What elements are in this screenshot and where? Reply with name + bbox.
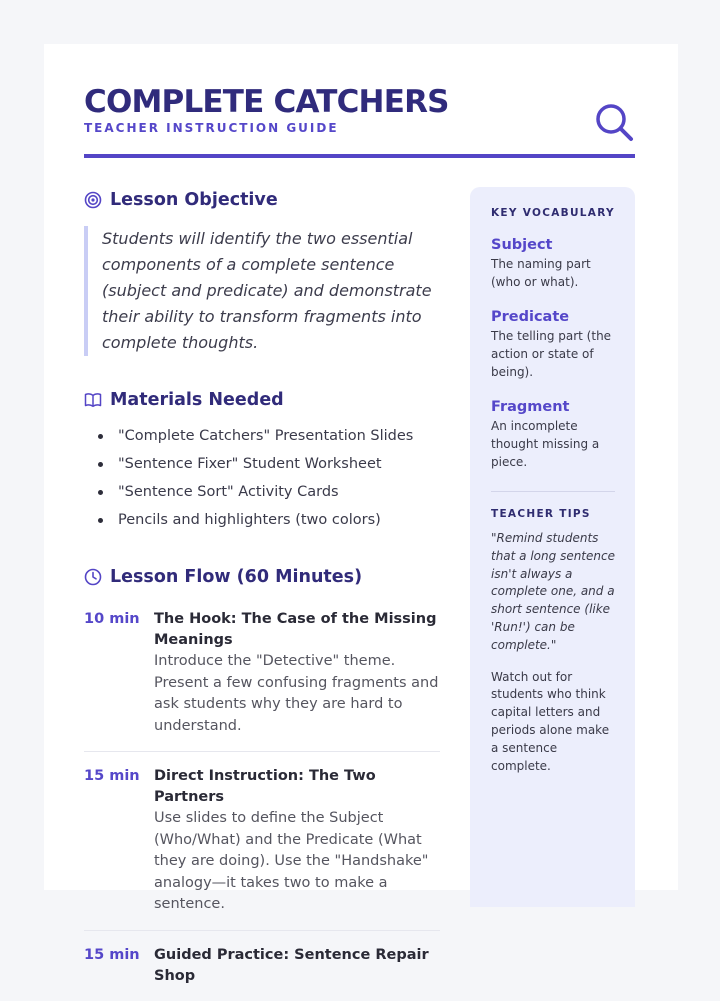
list-item: Pencils and highlighters (two colors) xyxy=(84,510,440,538)
materials-heading xyxy=(84,388,440,412)
sidebar-divider xyxy=(491,491,615,492)
step-duration: 15 min xyxy=(84,768,140,784)
step-description: Use slides to define the Subject (Who/What) and the Predicate (What they are doing). Use the "Handshake" analogy—it takes two to make a sentence. xyxy=(154,810,429,912)
flow-step xyxy=(84,599,440,752)
page-header xyxy=(84,84,636,135)
lesson-flow xyxy=(84,599,440,1001)
lesson-page xyxy=(44,44,678,984)
tip-quote: "Remind students that a long sentence isn't always a complete one, and a short sentence (like 'Run!') can be complete." xyxy=(491,531,615,652)
tip-text: Watch out for students who think capital letters and periods alone make a sentence complete. xyxy=(491,669,610,773)
list-item: "Complete Catchers" Presentation Slides xyxy=(84,426,440,454)
vocab-definition: The naming part (who or what). xyxy=(491,257,591,289)
step-duration: 15 min xyxy=(84,946,140,963)
step-title: Guided Practice: Sentence Repair Shop xyxy=(154,946,429,984)
sidebar-panel xyxy=(470,187,635,907)
flow-heading xyxy=(84,565,440,589)
vocab-definition: The telling part (the action or state of being). xyxy=(491,329,612,379)
step-title: Direct Instruction: The Two Partners xyxy=(154,768,376,805)
tips-label: TEACHER TIPS xyxy=(491,508,591,520)
page-title: COMPLETE CATCHERS xyxy=(84,84,449,120)
objective-text: Students will identify the two essential components of a complete sentence (subject and predicate) and demonstrate their ability to transform fragments into complete thoughts. xyxy=(84,226,440,356)
objective-heading xyxy=(84,188,440,212)
vocab-term: Fragment xyxy=(491,399,570,415)
list-item: "Sentence Fixer" Student Worksheet xyxy=(84,454,440,482)
flow-title: Lesson Flow (60 Minutes) xyxy=(110,567,363,587)
target-icon xyxy=(84,191,102,209)
vocab-term: Subject xyxy=(491,237,553,253)
search-icon xyxy=(594,102,636,144)
flow-step xyxy=(84,931,440,1001)
book-open-icon xyxy=(84,391,102,409)
vocabulary-label: KEY VOCABULARY xyxy=(491,207,615,219)
materials-title: Materials Needed xyxy=(110,390,284,410)
materials-list xyxy=(84,426,440,538)
objective-title: Lesson Objective xyxy=(110,190,278,210)
list-item: "Sentence Sort" Activity Cards xyxy=(84,482,440,510)
header-divider xyxy=(84,154,635,158)
step-description: Introduce the "Detective" theme. Present a few confusing fragments and ask students why they are hard to understand. xyxy=(154,653,439,734)
clock-icon xyxy=(84,568,102,586)
flow-step xyxy=(84,752,440,931)
vocab-definition: An incomplete thought missing a piece. xyxy=(491,419,600,469)
main-column xyxy=(84,188,440,1001)
step-title: The Hook: The Case of the Missing Meanings xyxy=(154,611,437,648)
page-subtitle: TEACHER INSTRUCTION GUIDE xyxy=(84,121,339,135)
step-duration: 10 min xyxy=(84,611,140,627)
vocab-term: Predicate xyxy=(491,309,570,325)
